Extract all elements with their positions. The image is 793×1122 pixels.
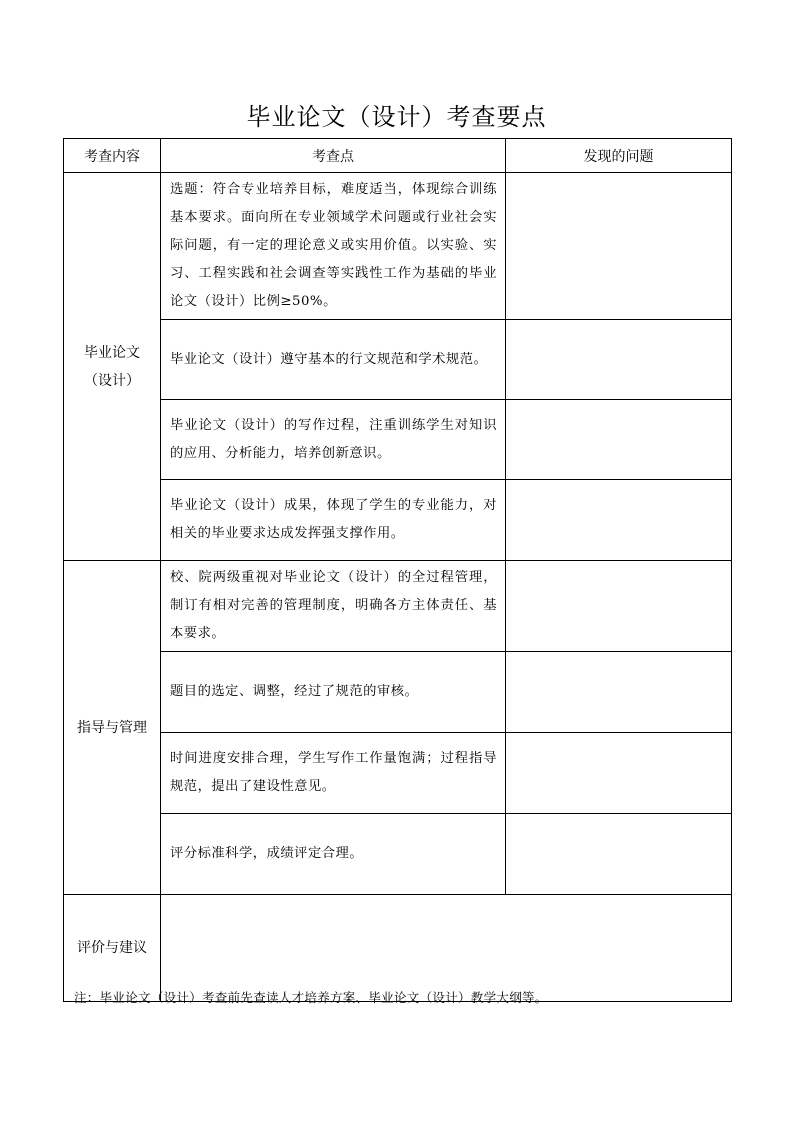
category-cell-guidance <box>64 561 161 895</box>
table-row <box>64 320 732 400</box>
review-point: 毕业论文（设计）成果，体现了学生的专业能力，对相关的毕业要求达成发挥强支撑作用。 <box>161 480 506 561</box>
category-label-thesis: 毕业论文（设计） <box>84 344 140 389</box>
review-point: 题目的选定、调整，经过了规范的审核。 <box>161 652 506 733</box>
issue-cell[interactable] <box>506 400 732 480</box>
issue-cell[interactable] <box>506 652 732 733</box>
table-row <box>64 173 732 320</box>
issue-cell[interactable] <box>506 320 732 400</box>
table-row-evaluation <box>64 895 732 1002</box>
issue-cell[interactable] <box>506 561 732 652</box>
category-cell-thesis <box>64 173 161 561</box>
table-header-row <box>64 139 732 173</box>
table-row <box>64 480 732 561</box>
review-point: 评分标准科学，成绩评定合理。 <box>161 814 506 895</box>
table-row <box>64 561 732 652</box>
review-point: 选题：符合专业培养目标，难度适当，体现综合训练基本要求。面向所在专业领域学术问题或行业社会实际问题，有一定的理论意义或实用价值。以实验、实习、工程实践和社会调查等实践性工作为基础的毕业论文（设计）比例≥50%。 <box>161 173 506 320</box>
header-category: 考查内容 <box>64 139 161 173</box>
review-point: 校、院两级重视对毕业论文（设计）的全过程管理，制订有相对完善的管理制度，明确各方主体责任、基本要求。 <box>161 561 506 652</box>
category-label-guidance: 指导与管理 <box>77 719 147 736</box>
table-row <box>64 814 732 895</box>
review-points-table <box>63 138 732 1002</box>
header-issues: 发现的问题 <box>506 139 732 173</box>
issue-cell[interactable] <box>506 480 732 561</box>
category-cell-evaluation: 评价与建议 <box>64 895 161 1002</box>
document-title: 毕业论文（设计）考查要点 <box>246 103 547 131</box>
issue-cell[interactable] <box>506 733 732 814</box>
footnote: 注：毕业论文（设计）考查前先查读人才培养方案、毕业论文（设计）教学大纲等。 <box>74 990 548 1005</box>
table-row <box>64 400 732 480</box>
issue-cell[interactable] <box>506 173 732 320</box>
evaluation-content-cell[interactable] <box>161 895 732 1002</box>
issue-cell[interactable] <box>506 814 732 895</box>
table-row <box>64 652 732 733</box>
header-point: 考查点 <box>161 139 506 173</box>
review-point: 毕业论文（设计）遵守基本的行文规范和学术规范。 <box>161 320 506 400</box>
review-point: 毕业论文（设计）的写作过程，注重训练学生对知识的应用、分析能力，培养创新意识。 <box>161 400 506 480</box>
table-row <box>64 733 732 814</box>
review-point: 时间进度安排合理，学生写作工作量饱满；过程指导规范，提出了建设性意见。 <box>161 733 506 814</box>
